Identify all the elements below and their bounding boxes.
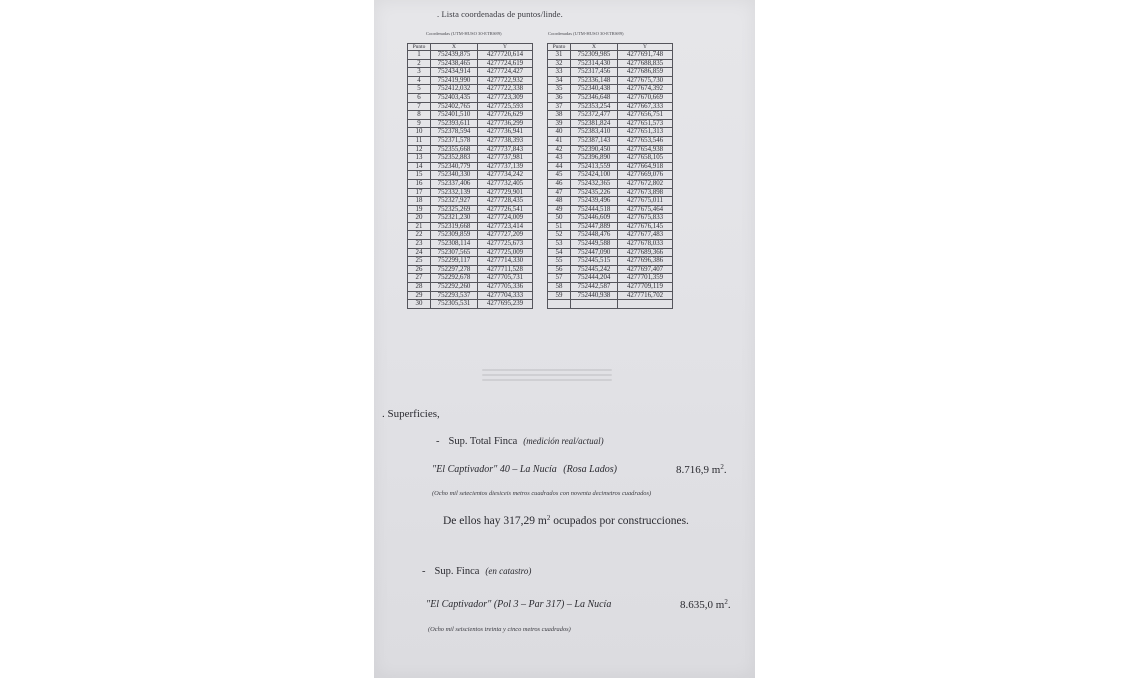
x-coordinate-cell: 752299,117 xyxy=(431,257,478,266)
y-coordinate-cell: 4277722,932 xyxy=(478,76,533,85)
x-coordinate-cell: 752403,435 xyxy=(431,93,478,102)
y-coordinate-cell: 4277725,009 xyxy=(478,248,533,257)
table-row xyxy=(548,111,673,120)
x-coordinate-cell: 752393,611 xyxy=(431,119,478,128)
total-area-qualifier: (medición real/actual) xyxy=(523,436,604,446)
table-row xyxy=(408,119,533,128)
superficies-heading: . Superficies, xyxy=(382,408,440,420)
point-number-cell: 52 xyxy=(548,231,571,240)
point-number-cell: 11 xyxy=(408,136,431,145)
x-coordinate-cell: 752293,537 xyxy=(431,291,478,300)
point-number-cell: 19 xyxy=(408,205,431,214)
x-coordinate-cell: 752446,609 xyxy=(571,214,618,223)
point-number-cell: 5 xyxy=(408,85,431,94)
y-coordinate-cell: 4277705,336 xyxy=(478,283,533,292)
x-coordinate-cell: 752372,477 xyxy=(571,111,618,120)
point-number-cell: 28 xyxy=(408,283,431,292)
y-coordinate-cell: 4277689,366 xyxy=(618,248,673,257)
total-owner: (Rosa Lados) xyxy=(563,464,617,475)
table-row xyxy=(408,188,533,197)
col-header-y: Y xyxy=(618,44,673,51)
y-coordinate-cell: 4277670,669 xyxy=(618,93,673,102)
y-coordinate-cell: 4277714,330 xyxy=(478,257,533,266)
empty-cell xyxy=(571,300,618,309)
table-row xyxy=(548,283,673,292)
x-coordinate-cell: 752378,594 xyxy=(431,128,478,137)
y-coordinate-cell: 4277675,833 xyxy=(618,214,673,223)
y-coordinate-cell: 4277705,731 xyxy=(478,274,533,283)
point-number-cell: 34 xyxy=(548,76,571,85)
point-number-cell: 22 xyxy=(408,231,431,240)
y-coordinate-cell: 4277724,619 xyxy=(478,59,533,68)
y-coordinate-cell: 4277656,751 xyxy=(618,111,673,120)
empty-table-row xyxy=(548,300,673,309)
catastro-area-line xyxy=(426,599,611,610)
y-coordinate-cell: 4277696,386 xyxy=(618,257,673,266)
y-coordinate-cell: 4277677,483 xyxy=(618,231,673,240)
point-number-cell: 17 xyxy=(408,188,431,197)
y-coordinate-cell: 4277726,629 xyxy=(478,111,533,120)
point-number-cell: 54 xyxy=(548,248,571,257)
point-number-cell: 23 xyxy=(408,240,431,249)
coordinates-table-right xyxy=(547,43,673,309)
y-coordinate-cell: 4277722,338 xyxy=(478,85,533,94)
table-row xyxy=(408,248,533,257)
x-coordinate-cell: 752449,588 xyxy=(571,240,618,249)
x-coordinate-cell: 752340,779 xyxy=(431,162,478,171)
y-coordinate-cell: 4277664,918 xyxy=(618,162,673,171)
y-coordinate-cell: 4277732,405 xyxy=(478,179,533,188)
x-coordinate-cell: 752307,565 xyxy=(431,248,478,257)
y-coordinate-cell: 4277734,242 xyxy=(478,171,533,180)
point-number-cell: 20 xyxy=(408,214,431,223)
x-coordinate-cell: 752435,226 xyxy=(571,188,618,197)
table-row xyxy=(548,231,673,240)
y-coordinate-cell: 4277688,835 xyxy=(618,59,673,68)
y-coordinate-cell: 4277704,333 xyxy=(478,291,533,300)
x-coordinate-cell: 752352,883 xyxy=(431,154,478,163)
table-row xyxy=(408,68,533,77)
x-coordinate-cell: 752325,269 xyxy=(431,205,478,214)
y-coordinate-cell: 4277669,076 xyxy=(618,171,673,180)
table-row xyxy=(408,222,533,231)
y-coordinate-cell: 4277654,938 xyxy=(618,145,673,154)
point-number-cell: 14 xyxy=(408,162,431,171)
point-number-cell: 32 xyxy=(548,59,571,68)
point-number-cell: 6 xyxy=(408,93,431,102)
x-coordinate-cell: 752445,242 xyxy=(571,265,618,274)
x-coordinate-cell: 752346,648 xyxy=(571,93,618,102)
x-coordinate-cell: 752439,496 xyxy=(571,197,618,206)
y-coordinate-cell: 4277720,614 xyxy=(478,51,533,60)
y-coordinate-cell: 4277725,593 xyxy=(478,102,533,111)
table-row xyxy=(548,93,673,102)
y-coordinate-cell: 4277651,313 xyxy=(618,128,673,137)
catastro-area-qualifier: (en catastro) xyxy=(485,566,532,576)
coordinates-caption-right: Coordenadas (UTM-HUSO 30-ETRS89) xyxy=(548,31,624,36)
point-number-cell: 58 xyxy=(548,283,571,292)
table-row xyxy=(548,162,673,171)
y-coordinate-cell: 4277651,573 xyxy=(618,119,673,128)
table-row xyxy=(548,197,673,206)
table-row xyxy=(548,257,673,266)
total-area-label: Sup. Total Finca xyxy=(448,436,518,447)
point-number-cell: 31 xyxy=(548,51,571,60)
table-row xyxy=(548,240,673,249)
x-coordinate-cell: 752309,859 xyxy=(431,231,478,240)
point-number-cell: 29 xyxy=(408,291,431,300)
total-area-value xyxy=(676,464,727,476)
point-number-cell: 18 xyxy=(408,197,431,206)
y-coordinate-cell: 4277653,546 xyxy=(618,136,673,145)
point-number-cell: 57 xyxy=(548,274,571,283)
table-row xyxy=(548,128,673,137)
col-header-punto: Punto xyxy=(408,44,431,51)
table-row xyxy=(548,179,673,188)
x-coordinate-cell: 752314,430 xyxy=(571,59,618,68)
table-row xyxy=(408,214,533,223)
y-coordinate-cell: 4277724,009 xyxy=(478,214,533,223)
point-number-cell: 36 xyxy=(548,93,571,102)
empty-cell xyxy=(618,300,673,309)
point-number-cell: 56 xyxy=(548,265,571,274)
catastro-area-number: 8.635,0 m xyxy=(680,599,725,611)
point-number-cell: 42 xyxy=(548,145,571,154)
point-number-cell: 3 xyxy=(408,68,431,77)
point-number-cell: 7 xyxy=(408,102,431,111)
col-header-y: Y xyxy=(478,44,533,51)
catastro-area-suffix: . xyxy=(727,599,731,611)
catastro-area-label: Sup. Finca xyxy=(434,566,480,577)
document-page xyxy=(374,0,755,678)
y-coordinate-cell: 4277727,209 xyxy=(478,231,533,240)
point-number-cell: 40 xyxy=(548,128,571,137)
y-coordinate-cell: 4277736,299 xyxy=(478,119,533,128)
y-coordinate-cell: 4277691,748 xyxy=(618,51,673,60)
point-number-cell: 43 xyxy=(548,154,571,163)
total-area-words: (Ocho mil setecientos diesiceis metros cuadrados con noventa decimetros cuadrados) xyxy=(432,490,652,497)
x-coordinate-cell: 752444,518 xyxy=(571,205,618,214)
x-coordinate-cell: 752402,765 xyxy=(431,102,478,111)
point-number-cell: 25 xyxy=(408,257,431,266)
table-row xyxy=(408,102,533,111)
point-number-cell: 12 xyxy=(408,145,431,154)
x-coordinate-cell: 752439,875 xyxy=(431,51,478,60)
catastro-area-words: (Ocho mil seiscientos treinta y cinco metros cuadrados) xyxy=(428,626,571,633)
point-number-cell: 9 xyxy=(408,119,431,128)
total-area-heading xyxy=(436,436,604,447)
x-coordinate-cell: 752438,465 xyxy=(431,59,478,68)
x-coordinate-cell: 752353,254 xyxy=(571,102,618,111)
table-row xyxy=(548,85,673,94)
point-number-cell: 53 xyxy=(548,240,571,249)
x-coordinate-cell: 752336,148 xyxy=(571,76,618,85)
point-number-cell: 16 xyxy=(408,179,431,188)
catastro-area-heading xyxy=(422,566,531,577)
y-coordinate-cell: 4277675,730 xyxy=(618,76,673,85)
y-coordinate-cell: 4277695,239 xyxy=(478,300,533,309)
catastro-area-value xyxy=(680,599,731,611)
point-number-cell: 48 xyxy=(548,197,571,206)
total-area-line xyxy=(432,464,617,475)
x-coordinate-cell: 752444,204 xyxy=(571,274,618,283)
table-row xyxy=(408,197,533,206)
table-row xyxy=(408,59,533,68)
table-row xyxy=(408,85,533,94)
y-coordinate-cell: 4277738,393 xyxy=(478,136,533,145)
x-coordinate-cell: 752337,406 xyxy=(431,179,478,188)
table-row xyxy=(548,59,673,68)
table-row xyxy=(408,111,533,120)
y-coordinate-cell: 4277726,541 xyxy=(478,205,533,214)
y-coordinate-cell: 4277675,464 xyxy=(618,205,673,214)
table-row xyxy=(408,179,533,188)
x-coordinate-cell: 752432,365 xyxy=(571,179,618,188)
table-row xyxy=(548,119,673,128)
y-coordinate-cell: 4277737,981 xyxy=(478,154,533,163)
point-number-cell: 30 xyxy=(408,300,431,309)
x-coordinate-cell: 752447,889 xyxy=(571,222,618,231)
point-number-cell: 49 xyxy=(548,205,571,214)
catastro-place: "El Captivador" (Pol 3 – Par 317) – La Nucía xyxy=(426,599,612,610)
x-coordinate-cell: 752371,578 xyxy=(431,136,478,145)
empty-cell xyxy=(548,300,571,309)
total-area-suffix: . xyxy=(723,464,727,476)
x-coordinate-cell: 752434,914 xyxy=(431,68,478,77)
point-number-cell: 15 xyxy=(408,171,431,180)
point-number-cell: 2 xyxy=(408,59,431,68)
table-row xyxy=(548,188,673,197)
x-coordinate-cell: 752401,510 xyxy=(431,111,478,120)
x-coordinate-cell: 752327,927 xyxy=(431,197,478,206)
y-coordinate-cell: 4277709,119 xyxy=(618,283,673,292)
table-row xyxy=(408,154,533,163)
bullet-dash: - xyxy=(436,436,440,447)
y-coordinate-cell: 4277737,139 xyxy=(478,162,533,171)
y-coordinate-cell: 4277701,359 xyxy=(618,274,673,283)
x-coordinate-cell: 752440,938 xyxy=(571,291,618,300)
table-row xyxy=(408,128,533,137)
coordinates-caption-left: Coordenadas (UTM-HUSO 30-ETRS89) xyxy=(426,31,502,36)
point-number-cell: 45 xyxy=(548,171,571,180)
x-coordinate-cell: 752419,990 xyxy=(431,76,478,85)
y-coordinate-cell: 4277723,309 xyxy=(478,93,533,102)
y-coordinate-cell: 4277673,898 xyxy=(618,188,673,197)
x-coordinate-cell: 752424,100 xyxy=(571,171,618,180)
catastro-area-sup: 2 xyxy=(724,598,728,606)
x-coordinate-cell: 752321,230 xyxy=(431,214,478,223)
point-number-cell: 10 xyxy=(408,128,431,137)
x-coordinate-cell: 752412,032 xyxy=(431,85,478,94)
table-row xyxy=(408,162,533,171)
x-coordinate-cell: 752305,531 xyxy=(431,300,478,309)
point-number-cell: 33 xyxy=(548,68,571,77)
table-row xyxy=(408,136,533,145)
point-number-cell: 59 xyxy=(548,291,571,300)
point-number-cell: 50 xyxy=(548,214,571,223)
table-row xyxy=(408,300,533,309)
point-number-cell: 39 xyxy=(548,119,571,128)
table-row xyxy=(408,231,533,240)
occupied-text-after: ocupados por construcciones. xyxy=(550,515,689,527)
table-row xyxy=(408,240,533,249)
table-row xyxy=(548,291,673,300)
x-coordinate-cell: 752308,114 xyxy=(431,240,478,249)
table-row xyxy=(408,51,533,60)
x-coordinate-cell: 752383,410 xyxy=(571,128,618,137)
x-coordinate-cell: 752309,985 xyxy=(571,51,618,60)
point-number-cell: 47 xyxy=(548,188,571,197)
table-row xyxy=(408,76,533,85)
table-row xyxy=(548,265,673,274)
bleed-through-marks xyxy=(482,366,612,388)
point-number-cell: 38 xyxy=(548,111,571,120)
point-number-cell: 4 xyxy=(408,76,431,85)
point-number-cell: 21 xyxy=(408,222,431,231)
y-coordinate-cell: 4277723,414 xyxy=(478,222,533,231)
point-number-cell: 44 xyxy=(548,162,571,171)
table-row xyxy=(408,205,533,214)
x-coordinate-cell: 752442,587 xyxy=(571,283,618,292)
x-coordinate-cell: 752355,668 xyxy=(431,145,478,154)
y-coordinate-cell: 4277729,901 xyxy=(478,188,533,197)
x-coordinate-cell: 752317,456 xyxy=(571,68,618,77)
table-row xyxy=(548,248,673,257)
x-coordinate-cell: 752292,678 xyxy=(431,274,478,283)
y-coordinate-cell: 4277725,673 xyxy=(478,240,533,249)
table-row xyxy=(548,51,673,60)
x-coordinate-cell: 752387,143 xyxy=(571,136,618,145)
point-number-cell: 24 xyxy=(408,248,431,257)
x-coordinate-cell: 752447,090 xyxy=(571,248,618,257)
point-number-cell: 13 xyxy=(408,154,431,163)
table-row xyxy=(548,205,673,214)
x-coordinate-cell: 752332,139 xyxy=(431,188,478,197)
table-row xyxy=(548,136,673,145)
y-coordinate-cell: 4277736,941 xyxy=(478,128,533,137)
point-number-cell: 26 xyxy=(408,265,431,274)
table-row xyxy=(548,222,673,231)
x-coordinate-cell: 752381,824 xyxy=(571,119,618,128)
y-coordinate-cell: 4277686,859 xyxy=(618,68,673,77)
coordinates-table-left xyxy=(407,43,533,309)
y-coordinate-cell: 4277737,843 xyxy=(478,145,533,154)
y-coordinate-cell: 4277676,145 xyxy=(618,222,673,231)
occupied-text-before: De ellos hay 317,29 m xyxy=(443,515,547,527)
y-coordinate-cell: 4277672,802 xyxy=(618,179,673,188)
y-coordinate-cell: 4277675,011 xyxy=(618,197,673,206)
point-number-cell: 37 xyxy=(548,102,571,111)
y-coordinate-cell: 4277678,033 xyxy=(618,240,673,249)
y-coordinate-cell: 4277674,392 xyxy=(618,85,673,94)
table-row xyxy=(548,102,673,111)
list-title: . Lista coordenadas de puntos/linde. xyxy=(437,9,563,19)
bullet-dash: - xyxy=(422,566,426,577)
table-row xyxy=(408,93,533,102)
point-number-cell: 46 xyxy=(548,179,571,188)
table-row xyxy=(548,68,673,77)
x-coordinate-cell: 752413,559 xyxy=(571,162,618,171)
point-number-cell: 8 xyxy=(408,111,431,120)
point-number-cell: 55 xyxy=(548,257,571,266)
total-area-sup: 2 xyxy=(720,463,724,471)
x-coordinate-cell: 752340,330 xyxy=(431,171,478,180)
y-coordinate-cell: 4277697,407 xyxy=(618,265,673,274)
x-coordinate-cell: 752340,438 xyxy=(571,85,618,94)
table-row xyxy=(408,283,533,292)
table-row xyxy=(408,257,533,266)
point-number-cell: 35 xyxy=(548,85,571,94)
occupied-area-text xyxy=(443,515,689,527)
table-row xyxy=(548,171,673,180)
y-coordinate-cell: 4277658,105 xyxy=(618,154,673,163)
x-coordinate-cell: 752445,515 xyxy=(571,257,618,266)
table-row xyxy=(548,154,673,163)
y-coordinate-cell: 4277711,528 xyxy=(478,265,533,274)
col-header-x: X xyxy=(431,44,478,51)
table-row xyxy=(548,76,673,85)
table-row xyxy=(408,171,533,180)
table-row xyxy=(548,214,673,223)
total-place: "El Captivador" 40 – La Nucía xyxy=(432,464,557,475)
x-coordinate-cell: 752396,890 xyxy=(571,154,618,163)
y-coordinate-cell: 4277716,702 xyxy=(618,291,673,300)
table-row xyxy=(408,291,533,300)
x-coordinate-cell: 752292,260 xyxy=(431,283,478,292)
y-coordinate-cell: 4277667,333 xyxy=(618,102,673,111)
x-coordinate-cell: 752448,476 xyxy=(571,231,618,240)
col-header-punto: Punto xyxy=(548,44,571,51)
col-header-x: X xyxy=(571,44,618,51)
y-coordinate-cell: 4277724,427 xyxy=(478,68,533,77)
point-number-cell: 51 xyxy=(548,222,571,231)
occupied-sup: 2 xyxy=(546,514,551,522)
table-row xyxy=(408,145,533,154)
total-area-number: 8.716,9 m xyxy=(676,464,721,476)
point-number-cell: 1 xyxy=(408,51,431,60)
point-number-cell: 41 xyxy=(548,136,571,145)
y-coordinate-cell: 4277728,435 xyxy=(478,197,533,206)
table-row xyxy=(548,274,673,283)
table-row xyxy=(548,145,673,154)
x-coordinate-cell: 752390,450 xyxy=(571,145,618,154)
table-row xyxy=(408,265,533,274)
point-number-cell: 27 xyxy=(408,274,431,283)
table-row xyxy=(408,274,533,283)
x-coordinate-cell: 752319,668 xyxy=(431,222,478,231)
x-coordinate-cell: 752297,278 xyxy=(431,265,478,274)
